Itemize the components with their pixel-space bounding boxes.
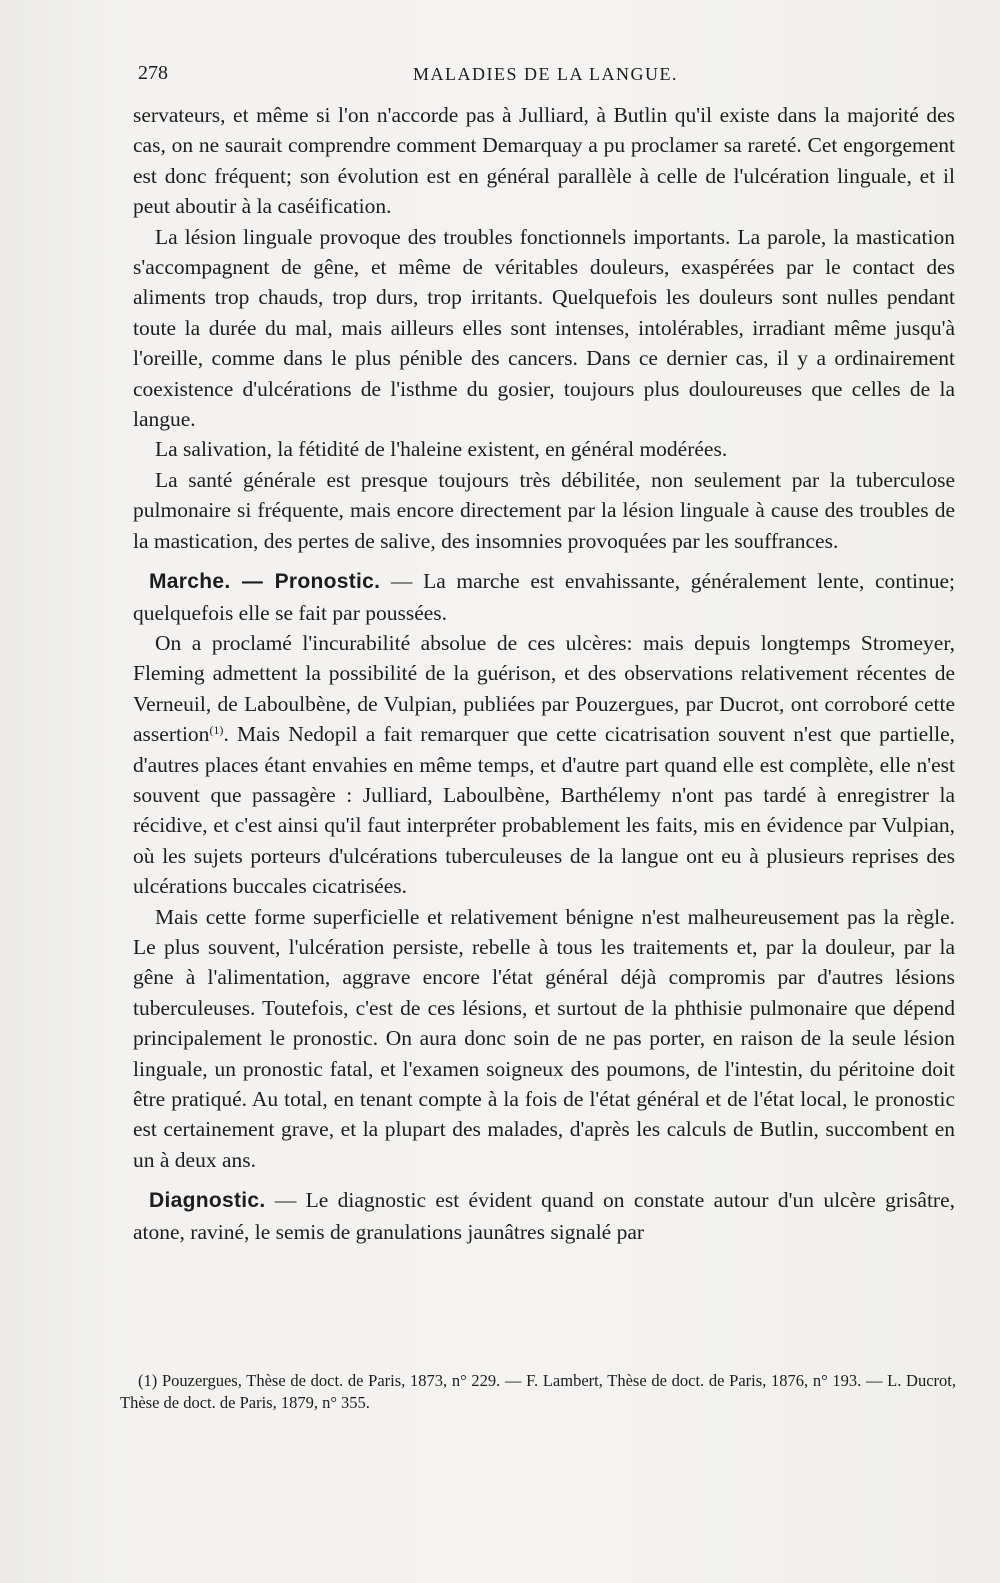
section-heading-diagnostic: Diagnostic.	[149, 1189, 266, 1213]
paragraph-forme-superficielle: Mais cette forme superficielle et relativement bénigne n'est malheureusement pas la règle. Le plus souvent, l'ulcération persiste, rebelle à tous les traitements et, par la douleur, par la gêne à l'alimentation, aggrave encore l'état général déjà compromis par d'autres lésions tuberculeuses. Toutefois, c'est de ces lésions, et surtout de la phthisie pulmonaire que dépend principalement le pronostic. On aura donc soin de ne pas porter, en raison de la seule lésion linguale, un pronostic fatal, et l'examen soigneux des poumons, de l'intestin, du péritoine doit être pratiqué. Au total, en tenant compte à la fois de l'état général et de l'état local, le pronostic est certainement grave, et la plupart des malades, d'après les calculs de Butlin, succombent en un à deux ans.	[133, 904, 955, 1172]
paragraph-lesion: La lésion linguale provoque des troubles fonctionnels importants. La parole, la mastication s'accompagnent de gêne, et même de véritables douleurs, exaspérées par le contact des aliments trop chauds, trop durs, trop irritants. Quelquefois les douleurs sont nulles pendant toute la durée du mal, mais ailleurs elles sont intenses, intolérables, irradiant même jusqu'à l'oreille, comme dans le plus pénible des cancers. Dans ce dernier cas, il y a ordinairement coexistence d'ulcérations de l'isthme du gosier, toujours plus douloureuses que celles de la langue.	[133, 224, 955, 432]
paragraph-incurabilite-text-cont: . Mais Nedopil a fait remarquer que cette cicatrisation souvent n'est que partielle, d'autres places étant envahies en même temps, et d'autre part quand elle est complète, elle n'est souvent que passagère : Julliard, Laboulbène, Barthélemy n'ont pas tardé à enregistrer la récidive, et c'est ainsi qu'il faut interpréter probablement les faits, mis en évidence par Vulpian, où les sujets porteurs d'ulcérations tuberculeuses de la langue ont eu à plusieurs reprises des ulcérations buccales cicatrisées.	[133, 722, 955, 899]
paragraph-sante: La santé générale est presque toujours très débilitée, non seulement par la tuberculose pulmonaire si fréquente, mais encore directement par la lésion linguale à cause des troubles de la mastication, des pertes de salive, des insomnies provoquées par les souffrances.	[133, 467, 955, 553]
body-text	[133, 100, 955, 1247]
footnote-text: Pouzergues, Thèse de doct. de Paris, 1873, n° 229. — F. Lambert, Thèse de doct. de Paris, 1876, n° 193. — L. Ducrot, Thèse de doct. de Paris, 1879, n° 355.	[120, 1371, 957, 1412]
footnote-reference[interactable]: (1)	[209, 723, 224, 738]
footnote-marker: (1)	[138, 1371, 158, 1390]
paragraph-incurabilite-text: On a proclamé l'incurabilité absolue de ces ulcères: mais depuis longtemps Stromeyer, Fleming admettent la possibilité de la guérison, et des observations relativement récentes de Verneuil, de Laboulbène, de Vulpian, publiées par Pouzergues, par Ducrot, ont corroboré cette assertion	[133, 630, 955, 747]
section-marche-lead: Marche. — Pronostic. — La marche est envahissante, généralement lente, continue; quelquefois elle se fait par poussées.	[133, 569, 956, 625]
running-title: MALADIES DE LA LANGUE.	[413, 64, 678, 84]
paragraph-incurabilite	[133, 628, 955, 902]
footnote	[120, 1370, 956, 1414]
running-head	[138, 62, 953, 92]
section-marche-lead-text: La marche est envahissante, généralement lente, continue; quelquefois elle se fait par poussées.	[133, 569, 956, 625]
section-diagnostic-text: — Le diagnostic est évident quand on constate autour d'un ulcère grisâtre, atone, raviné, le semis de granulations jaunâtres signalé par	[133, 1188, 955, 1244]
section-heading-marche: Marche. — Pronostic.	[149, 570, 381, 594]
page-number: 278	[138, 62, 168, 84]
paragraph-salivation: La salivation, la fétidité de l'haleine existent, en général modérées.	[155, 437, 728, 462]
paragraph-continuation: servateurs, et même si l'on n'accorde pas à Julliard, à Butlin qu'il existe dans la majorité des cas, on ne saurait comprendre comment Demarquay a pu proclamer sa rareté. Cet engorgement est donc fréquent; son évolution est en général parallèle à celle de l'ulcération linguale, et il peut aboutir à la caséification.	[133, 103, 955, 219]
section-diagnostic-lead	[133, 1185, 955, 1247]
